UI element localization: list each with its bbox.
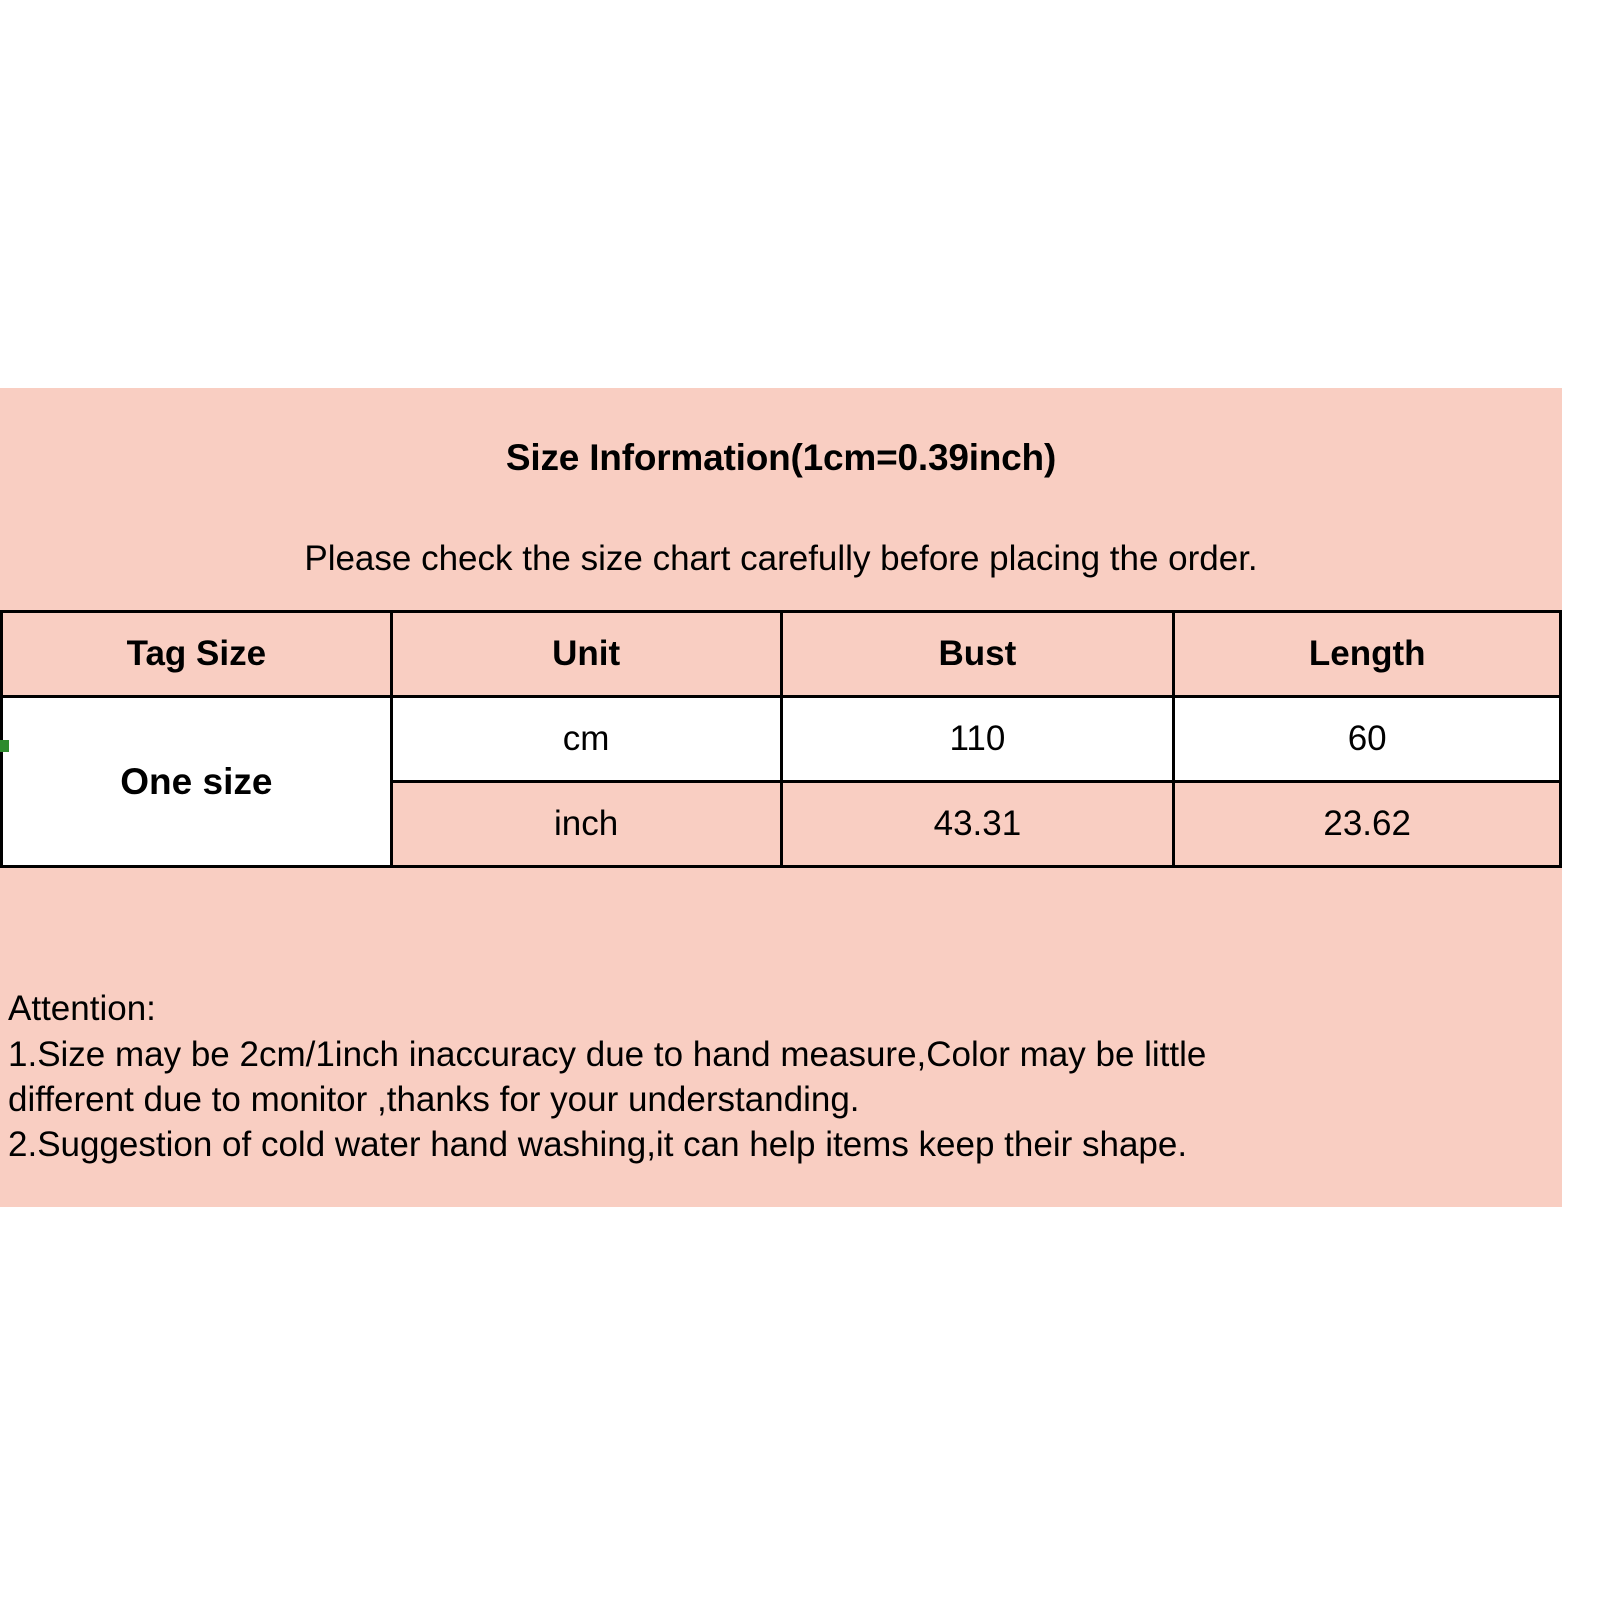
cell-unit-inch: inch xyxy=(391,782,781,867)
cell-length-cm: 60 xyxy=(1174,697,1561,782)
column-header-bust: Bust xyxy=(781,612,1174,697)
attention-line-2: different due to monitor ,thanks for your understanding. xyxy=(8,1079,860,1119)
table-row xyxy=(2,697,1561,782)
table-header-row xyxy=(2,612,1561,697)
cell-bust-inch: 43.31 xyxy=(781,782,1174,867)
page-title: Size Information(1cm=0.39inch) xyxy=(505,437,1057,478)
cell-length-inch: 23.62 xyxy=(1174,782,1561,867)
column-header-length: Length xyxy=(1174,612,1561,697)
cell-tag-size: One size xyxy=(2,697,392,867)
column-header-tag-size: Tag Size xyxy=(2,612,392,697)
attention-block xyxy=(0,868,1562,1207)
green-marker-dot xyxy=(0,740,9,752)
attention-line-3: 2.Suggestion of cold water hand washing,it can help items keep their shape. xyxy=(8,1124,1188,1164)
attention-heading: Attention: xyxy=(8,989,156,1029)
size-table xyxy=(0,610,1562,868)
chart-subtitle: Please check the size chart carefully before placing the order. xyxy=(304,539,1258,579)
cell-bust-cm: 110 xyxy=(781,697,1174,782)
attention-line-1: 1.Size may be 2cm/1inch inaccuracy due to hand measure,Color may be little xyxy=(8,1034,1207,1074)
column-header-unit: Unit xyxy=(391,612,781,697)
size-chart-panel xyxy=(0,388,1562,1207)
size-chart-header xyxy=(0,388,1562,610)
cell-unit-cm: cm xyxy=(391,697,781,782)
